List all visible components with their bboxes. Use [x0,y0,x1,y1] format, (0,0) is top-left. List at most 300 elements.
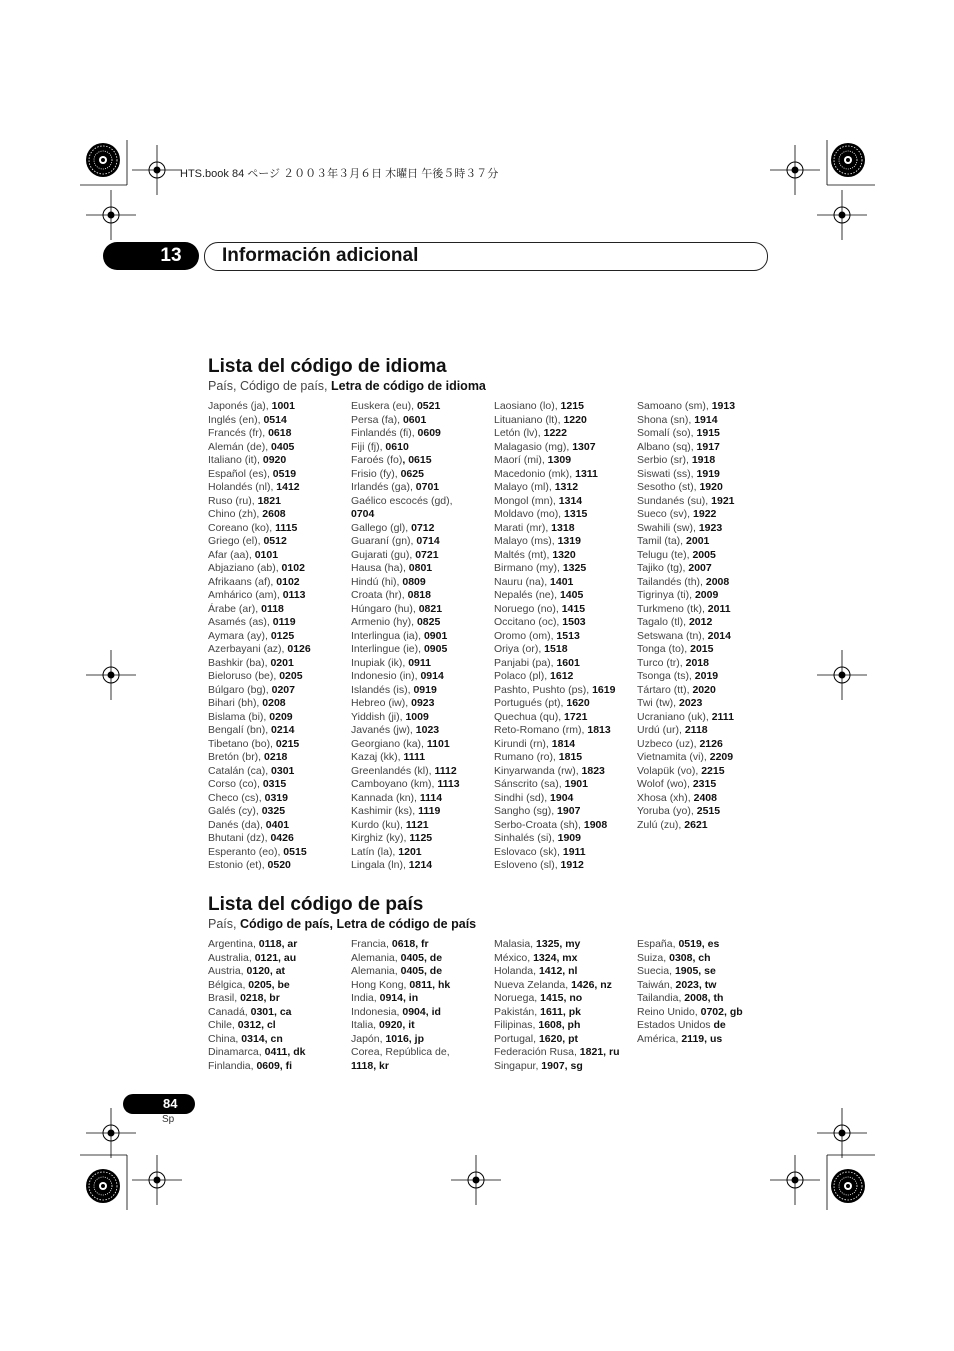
entry-code: 1114 [419,791,443,804]
code-entry [494,938,620,952]
entry-name: Armenio (hy), [351,616,417,628]
entry-name: Moldavo (mo), [494,508,565,520]
entry-name: Gallego (gl), [351,521,412,534]
entry-code: 1415, no [540,992,583,1004]
entry-name: Rumano (ro), [494,751,559,763]
entry-code: 2515 [696,805,721,817]
entry-code: 1401 [550,575,574,588]
entry-name: Kazaj (kk), [351,751,404,763]
code-entry [637,965,743,979]
entry-code: 0118 [261,602,284,615]
entry-code: 0426 [270,832,294,844]
code-entry [208,1033,305,1047]
code-entry [637,441,735,455]
code-entry [637,468,735,482]
code-entry [494,859,615,873]
entry-code: 0205 [279,670,303,682]
entry-name: Sangho (sg), [494,805,558,817]
code-entry [208,965,305,979]
entry-name: Coreano (ko), [208,521,276,534]
code-column [494,938,620,1073]
entry-code: 0702, gb [700,1005,743,1018]
entry-name: Catalán (ca), [208,764,272,777]
code-entry [351,576,460,590]
code-entry [494,1006,620,1020]
code-entry [494,562,615,576]
entry-code: 1312 [554,481,579,493]
entry-name: Camboyano (km), [351,778,438,790]
code-entry [494,765,615,779]
code-entry [208,711,311,725]
entry-name: Afar (aa), [208,548,255,561]
entry-code: 0920, it [379,1019,415,1031]
entry-name: Lingala (ln), [351,859,409,871]
entry-name: Kashimir (ks), [351,805,419,817]
entry-name: Kirghiz (ky), [351,832,410,844]
entry-code: 1905, se [674,965,716,977]
entry-code: 0905 [423,643,448,655]
code-entry [351,751,460,765]
code-entry [208,670,311,684]
entry-code: 0914 [420,670,444,682]
code-entry [637,992,743,1006]
entry-code: 0919 [413,683,437,696]
code-entry [351,819,460,833]
entry-code: 1620 [566,697,590,709]
entry-code: 2020 [692,683,716,696]
entry-code: 0601 [402,413,427,426]
code-entry [637,495,735,509]
code-entry [494,846,615,860]
entry-name: Esloveno (sl), [494,859,561,871]
entry-code: 1215 [560,400,584,412]
entry-code: 2005 [692,548,716,561]
entry-name: Somalí (so), [637,427,697,439]
entry-name: Nepalés (ne), [494,589,560,601]
code-entry [637,616,735,630]
entry-name: Húngaro (hu), [351,602,419,615]
code-entry [494,549,615,563]
code-entry [208,535,311,549]
entry-code: 0405, de [400,965,443,977]
entry-code: 1907, sg [541,1059,583,1072]
entry-name: Letón (lv), [494,427,544,439]
entry-name: Kurdo (ku), [351,818,406,831]
entry-code: 0519, es [678,938,720,950]
code-entry [208,481,311,495]
entry-name: Oromo (om), [494,629,557,642]
entry-name: Euskera (eu), [351,400,417,412]
code-entry [494,952,620,966]
code-entry [494,1019,620,1033]
code-entry [494,751,615,765]
entry-name: Tajiko (tg), [637,562,689,574]
entry-name: Malayo (ms), [494,535,558,547]
entry-code: 1814 [551,737,576,750]
code-entry [351,468,460,482]
entry-code: 1118, kr [351,1059,389,1072]
code-column [637,400,735,832]
entry-code: 0609, fi [256,1059,293,1072]
entry-name: Asamés (as), [208,616,273,628]
entry-code: 1815 [558,751,583,763]
entry-code: 0405, de [400,951,443,964]
code-entry [637,1033,743,1047]
entry-code: 1821 [257,494,281,507]
code-entry [494,441,615,455]
entry-name: Singapur, [494,1059,542,1072]
code-entry [351,778,460,792]
entry-name: Irlandés (ga), [351,481,416,493]
entry-name: Faroés (fo) [351,454,403,466]
code-entry [494,454,615,468]
entry-code: 0811, hk [409,978,451,991]
entry-name: Swahili (sw), [637,521,699,534]
entry-code: 1101 [426,737,450,750]
entry-name: Serbo-Croata (sh), [494,818,584,831]
entry-code: 1111 [403,751,426,763]
entry-name: Albano (sq), [637,440,697,453]
code-entry [637,549,735,563]
code-entry [637,938,743,952]
entry-code: 1914 [694,413,718,426]
code-entry [637,643,735,657]
code-entry [351,711,460,725]
code-column [351,938,450,1073]
code-entry [208,846,311,860]
code-entry [351,738,460,752]
code-entry [351,535,460,549]
code-entry [494,792,615,806]
code-entry [494,1060,620,1074]
entry-code: 0610 [385,440,409,453]
code-entry [637,481,735,495]
code-entry [494,819,615,833]
entry-code: 0301 [271,764,295,777]
code-entry [208,684,311,698]
entry-code: 1325 [562,562,587,574]
entry-name: Bihari (bh), [208,697,263,709]
entry-code: 1405 [559,589,584,601]
entry-name: Malayo (ml), [494,481,555,493]
entry-name: Laosiano (lo), [494,400,561,412]
code-entry [494,738,615,752]
entry-code: 0914, in [379,992,419,1004]
entry-code: 2019 [694,670,719,682]
entry-name: Siswati (ss), [637,467,697,480]
entry-name: Azerbayani (az), [208,643,288,655]
entry-name: Amhárico (am), [208,589,283,601]
code-entry [494,670,615,684]
entry-name: Zulú (zu), [637,818,685,831]
entry-code: 1318 [551,521,575,534]
entry-name: Portugal, [494,1032,539,1045]
entry-code: 0319 [264,791,288,804]
entry-code: 0312, cl [237,1019,276,1031]
code-entry [208,859,311,873]
code-entry [637,792,735,806]
code-entry [351,508,460,522]
entry-code: 0214 [271,724,295,736]
code-entry [494,778,615,792]
entry-name: Sinhalés (si), [494,832,558,844]
code-entry [494,697,615,711]
entry-code: 0102 [281,562,305,574]
entry-code: 2023 [679,697,703,709]
entry-name: Polaco (pl), [494,670,551,682]
entry-name: Aymara (ay), [208,629,271,642]
code-entry [208,549,311,563]
entry-name: Árabe (ar), [208,602,262,615]
code-entry [494,1046,620,1060]
entry-code: 1921 [711,494,735,507]
entry-name: Sueco (sv), [637,508,694,520]
entry-code: 2023, tw [675,978,717,991]
entry-name: Corea, República de, [351,1046,450,1058]
entry-name: Bashkir (ba), [208,656,271,669]
entry-name: Nauru (na), [494,575,551,588]
entry-name: Checo (cs), [208,791,265,804]
code-entry [494,724,615,738]
code-entry [351,697,460,711]
entry-code: 1823 [581,764,605,777]
entry-code: 0618 [268,427,292,439]
entry-code: 1920 [699,481,723,493]
entry-name: Bieloruso (be), [208,670,280,682]
entry-code: 0618, fr [391,938,429,950]
code-column [351,400,460,873]
entry-code: 1915 [696,427,720,439]
entry-code: 1601 [556,656,580,669]
subtitle-plain: País, Código de país, [208,379,331,393]
code-entry [208,495,311,509]
entry-name: Serbio (sr), [637,454,692,466]
entry-name: Federación Rusa, [494,1046,580,1058]
entry-code: 1913 [711,400,736,412]
code-entry [494,481,615,495]
entry-name: Croata (hr), [351,589,408,601]
code-entry [637,657,735,671]
code-entry [494,643,615,657]
code-entry [351,616,460,630]
entry-code: 0207 [271,683,295,696]
entry-name: Samoano (sm), [637,400,712,412]
entry-name: Ruso (ru), [208,494,258,507]
entry-name: Malagasio (mg), [494,440,573,453]
code-entry [351,454,460,468]
entry-name: Finlandés (fi), [351,427,418,439]
entry-name: Noruego (no), [494,602,562,615]
language-section-subtitle [208,379,486,393]
code-entry [637,778,735,792]
entry-code: 0809 [402,575,426,588]
entry-code: 1908 [583,818,608,831]
entry-code: 0519 [272,467,297,480]
code-entry [494,603,615,617]
code-entry [208,697,311,711]
language-section-title: Lista del código de idioma [208,356,447,377]
entry-name: Tsonga (ts), [637,670,695,682]
entry-code: 1307 [572,440,596,453]
code-entry [208,454,311,468]
entry-code: 0714 [416,535,440,547]
entry-code: 1821, ru [579,1046,620,1058]
entry-name: Chile, [208,1019,238,1031]
code-entry [637,751,735,765]
code-entry [351,495,460,509]
entry-name: Noruega, [494,992,541,1004]
code-entry [351,1019,450,1033]
entry-name: Filipinas, [494,1019,539,1031]
entry-code: 1917 [696,440,720,453]
entry-code: 1412 [276,481,300,493]
code-entry [351,522,460,536]
entry-name: Australia, [208,951,255,964]
entry-code: 0411, dk [264,1046,306,1058]
entry-name: Nueva Zelanda, [494,978,572,991]
subtitle-plain: País, [208,917,240,931]
code-entry [494,400,615,414]
entry-code: 1611, pk [540,1005,581,1018]
code-entry [351,603,460,617]
code-entry [208,603,311,617]
entry-code: 2007 [688,562,712,574]
entry-code: 1426, nz [571,978,612,991]
entry-code: 1121 [405,818,429,831]
entry-code: 0201 [270,656,294,669]
code-entry [637,979,743,993]
entry-code: 0515 [283,845,307,858]
code-entry [351,792,460,806]
entry-name: Persa (fa), [351,413,403,426]
entry-name: Holandés (nl), [208,481,277,493]
entry-code: 2015 [690,643,714,655]
code-entry [208,1060,305,1074]
entry-name: Tagalo (tl), [637,616,689,628]
code-entry [637,576,735,590]
entry-name: Latín (la), [351,845,399,858]
code-entry [351,643,460,657]
code-entry [494,965,620,979]
entry-code: 1901 [564,778,588,790]
entry-code: 0514 [263,413,287,426]
entry-code: 2008 [705,575,730,588]
code-entry [208,778,311,792]
code-entry [494,508,615,522]
entry-name: Italia, [351,1019,380,1031]
code-entry [637,738,735,752]
code-entry [208,792,311,806]
code-entry [351,724,460,738]
entry-code: 0825 [416,616,441,628]
code-entry [208,616,311,630]
entry-name: Holanda, [494,965,539,977]
code-entry [208,643,311,657]
entry-code: 1503 [562,616,586,628]
code-entry [494,657,615,671]
code-entry [208,576,311,590]
entry-name: Pashto, Pushto (ps), [494,683,593,696]
entry-code: 1125 [409,832,433,844]
code-entry [637,535,735,549]
entry-name: Sundanés (su), [637,494,712,507]
entry-code: 1922 [693,508,717,520]
page-number: 84 [163,1096,178,1111]
entry-name: Wolof (wo), [637,778,693,790]
entry-code: , 0615 [402,454,432,466]
entry-code: 1919 [696,467,720,480]
entry-name: Setswana (tn), [637,629,708,642]
entry-name: Eslovaco (sk), [494,845,563,858]
entry-name: Tibetano (bo), [208,737,276,750]
entry-name: Occitano (oc), [494,616,563,628]
entry-code: 0520 [267,859,291,871]
entry-code: 2118 [684,724,708,736]
code-entry [637,819,735,833]
code-entry [208,657,311,671]
code-entry [208,724,311,738]
entry-code: 0215 [275,737,300,750]
entry-name: Bislama (bi), [208,710,270,723]
entry-code: 2126 [699,737,723,750]
code-entry [494,468,615,482]
entry-code: 0521 [416,400,441,412]
page-number-badge [123,1094,195,1114]
entry-code: 0308, ch [669,951,711,964]
entry-code: 1324, mx [533,951,578,964]
entry-name: Volapük (vo), [637,764,702,777]
code-entry [637,508,735,522]
entry-code: 1518 [544,643,568,655]
code-entry [637,684,735,698]
code-entry [494,576,615,590]
page-language: Sp [162,1114,175,1125]
code-entry [494,589,615,603]
entry-name: Esperanto (eo), [208,845,284,858]
entry-name: Austria, [208,965,247,977]
entry-name: España, [637,938,679,950]
code-entry [351,859,460,873]
code-entry [637,697,735,711]
entry-code: 0205, be [248,978,290,991]
entry-code: 1608, ph [538,1019,581,1031]
entry-code: 2001 [686,535,710,547]
entry-name: China, [208,1032,242,1045]
code-entry [637,1006,743,1020]
entry-name: Griego (el), [208,535,264,547]
code-entry [351,765,460,779]
entry-code: 0920 [262,454,287,466]
code-entry [637,765,735,779]
code-entry [351,562,460,576]
code-entry [208,414,311,428]
entry-name: Hong Kong, [351,978,410,991]
entry-code: 0315 [262,778,287,790]
entry-name: Maorí (mi), [494,454,548,466]
code-entry [637,952,743,966]
code-entry [208,1006,305,1020]
code-entry [351,400,460,414]
code-column [637,938,743,1046]
entry-code: 1309 [547,454,572,466]
entry-name: Canadá, [208,1005,251,1018]
code-entry [208,952,305,966]
country-section-subtitle [208,917,476,931]
entry-code: 2018 [685,656,709,669]
code-entry [494,427,615,441]
code-entry [494,616,615,630]
entry-code: 1201 [398,845,422,858]
